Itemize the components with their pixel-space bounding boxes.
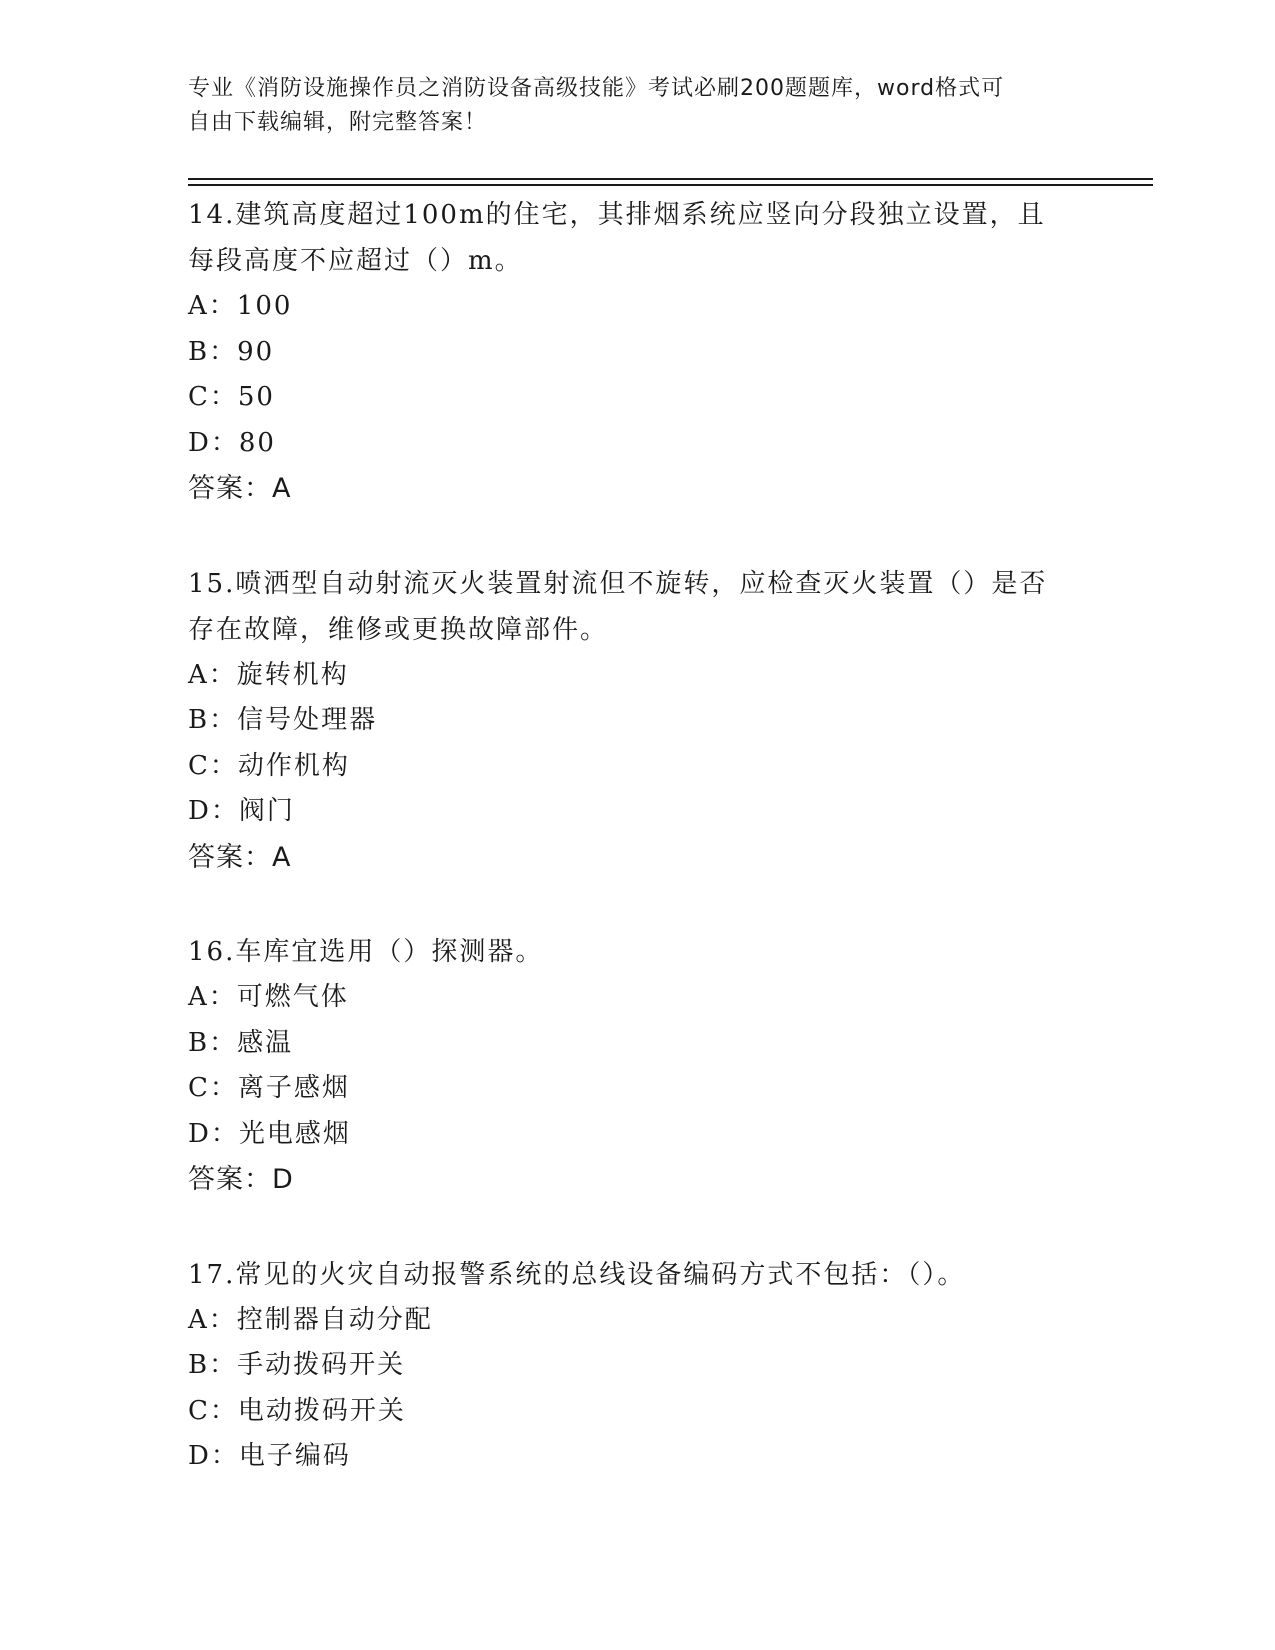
option-d: D：阀门 [188,796,295,826]
header-line-1: 专业《消防设施操作员之消防设备高级技能》考试必刷200题题库，word格式可 [188,76,1005,101]
question-stem: 17.常见的火灾自动报警系统的总线设备编码方式不包括：（）。 [188,1259,966,1290]
option-c: C：动作机构 [188,750,350,781]
question-stem: 16.车库宜选用（）探测器。 [188,937,544,967]
question-stem-continued: 每段高度不应超过（）m。 [188,246,523,276]
question-list [188,188,1088,1480]
option-b: B：感温 [188,1027,294,1058]
question-16 [188,925,1088,1203]
option-c: C：50 [188,382,275,412]
question-stem: 15.喷洒型自动射流灭火装置射流但不旋转，应检查灭火装置（）是否 [188,568,1048,599]
answer: 答案：A [188,473,292,504]
option-d: D：80 [188,427,276,458]
option-b: B：信号处理器 [188,705,378,735]
option-b: B：90 [188,336,275,367]
answer: 答案：D [188,1164,294,1195]
option-d: D：光电感烟 [188,1118,351,1149]
option-a: A：旋转机构 [188,659,349,690]
option-c: C：电动拨码开关 [188,1395,406,1426]
header-divider-bottom [188,184,1153,186]
answer: 答案：A [188,841,292,873]
header-line-2: 自由下载编辑，附完整答案！ [188,110,488,135]
question-17 [188,1248,1088,1480]
header-divider-top [188,178,1153,180]
option-c: C：离子感烟 [188,1073,350,1103]
question-spacer [188,880,1088,925]
option-d: D：电子编码 [188,1441,351,1471]
question-15 [188,557,1088,881]
document-header [188,72,1068,140]
option-a: A：可燃气体 [188,982,349,1012]
question-stem: 14.建筑高度超过100m的住宅，其排烟系统应竖向分段独立设置，且 [188,200,1046,230]
question-stem-continued: 存在故障，维修或更换故障部件。 [188,614,609,645]
question-14 [188,188,1088,512]
option-a: A：100 [188,291,293,321]
question-spacer [188,1203,1088,1248]
option-b: B：手动拨码开关 [188,1350,406,1380]
option-a: A：控制器自动分配 [188,1304,433,1335]
question-spacer [188,512,1088,557]
